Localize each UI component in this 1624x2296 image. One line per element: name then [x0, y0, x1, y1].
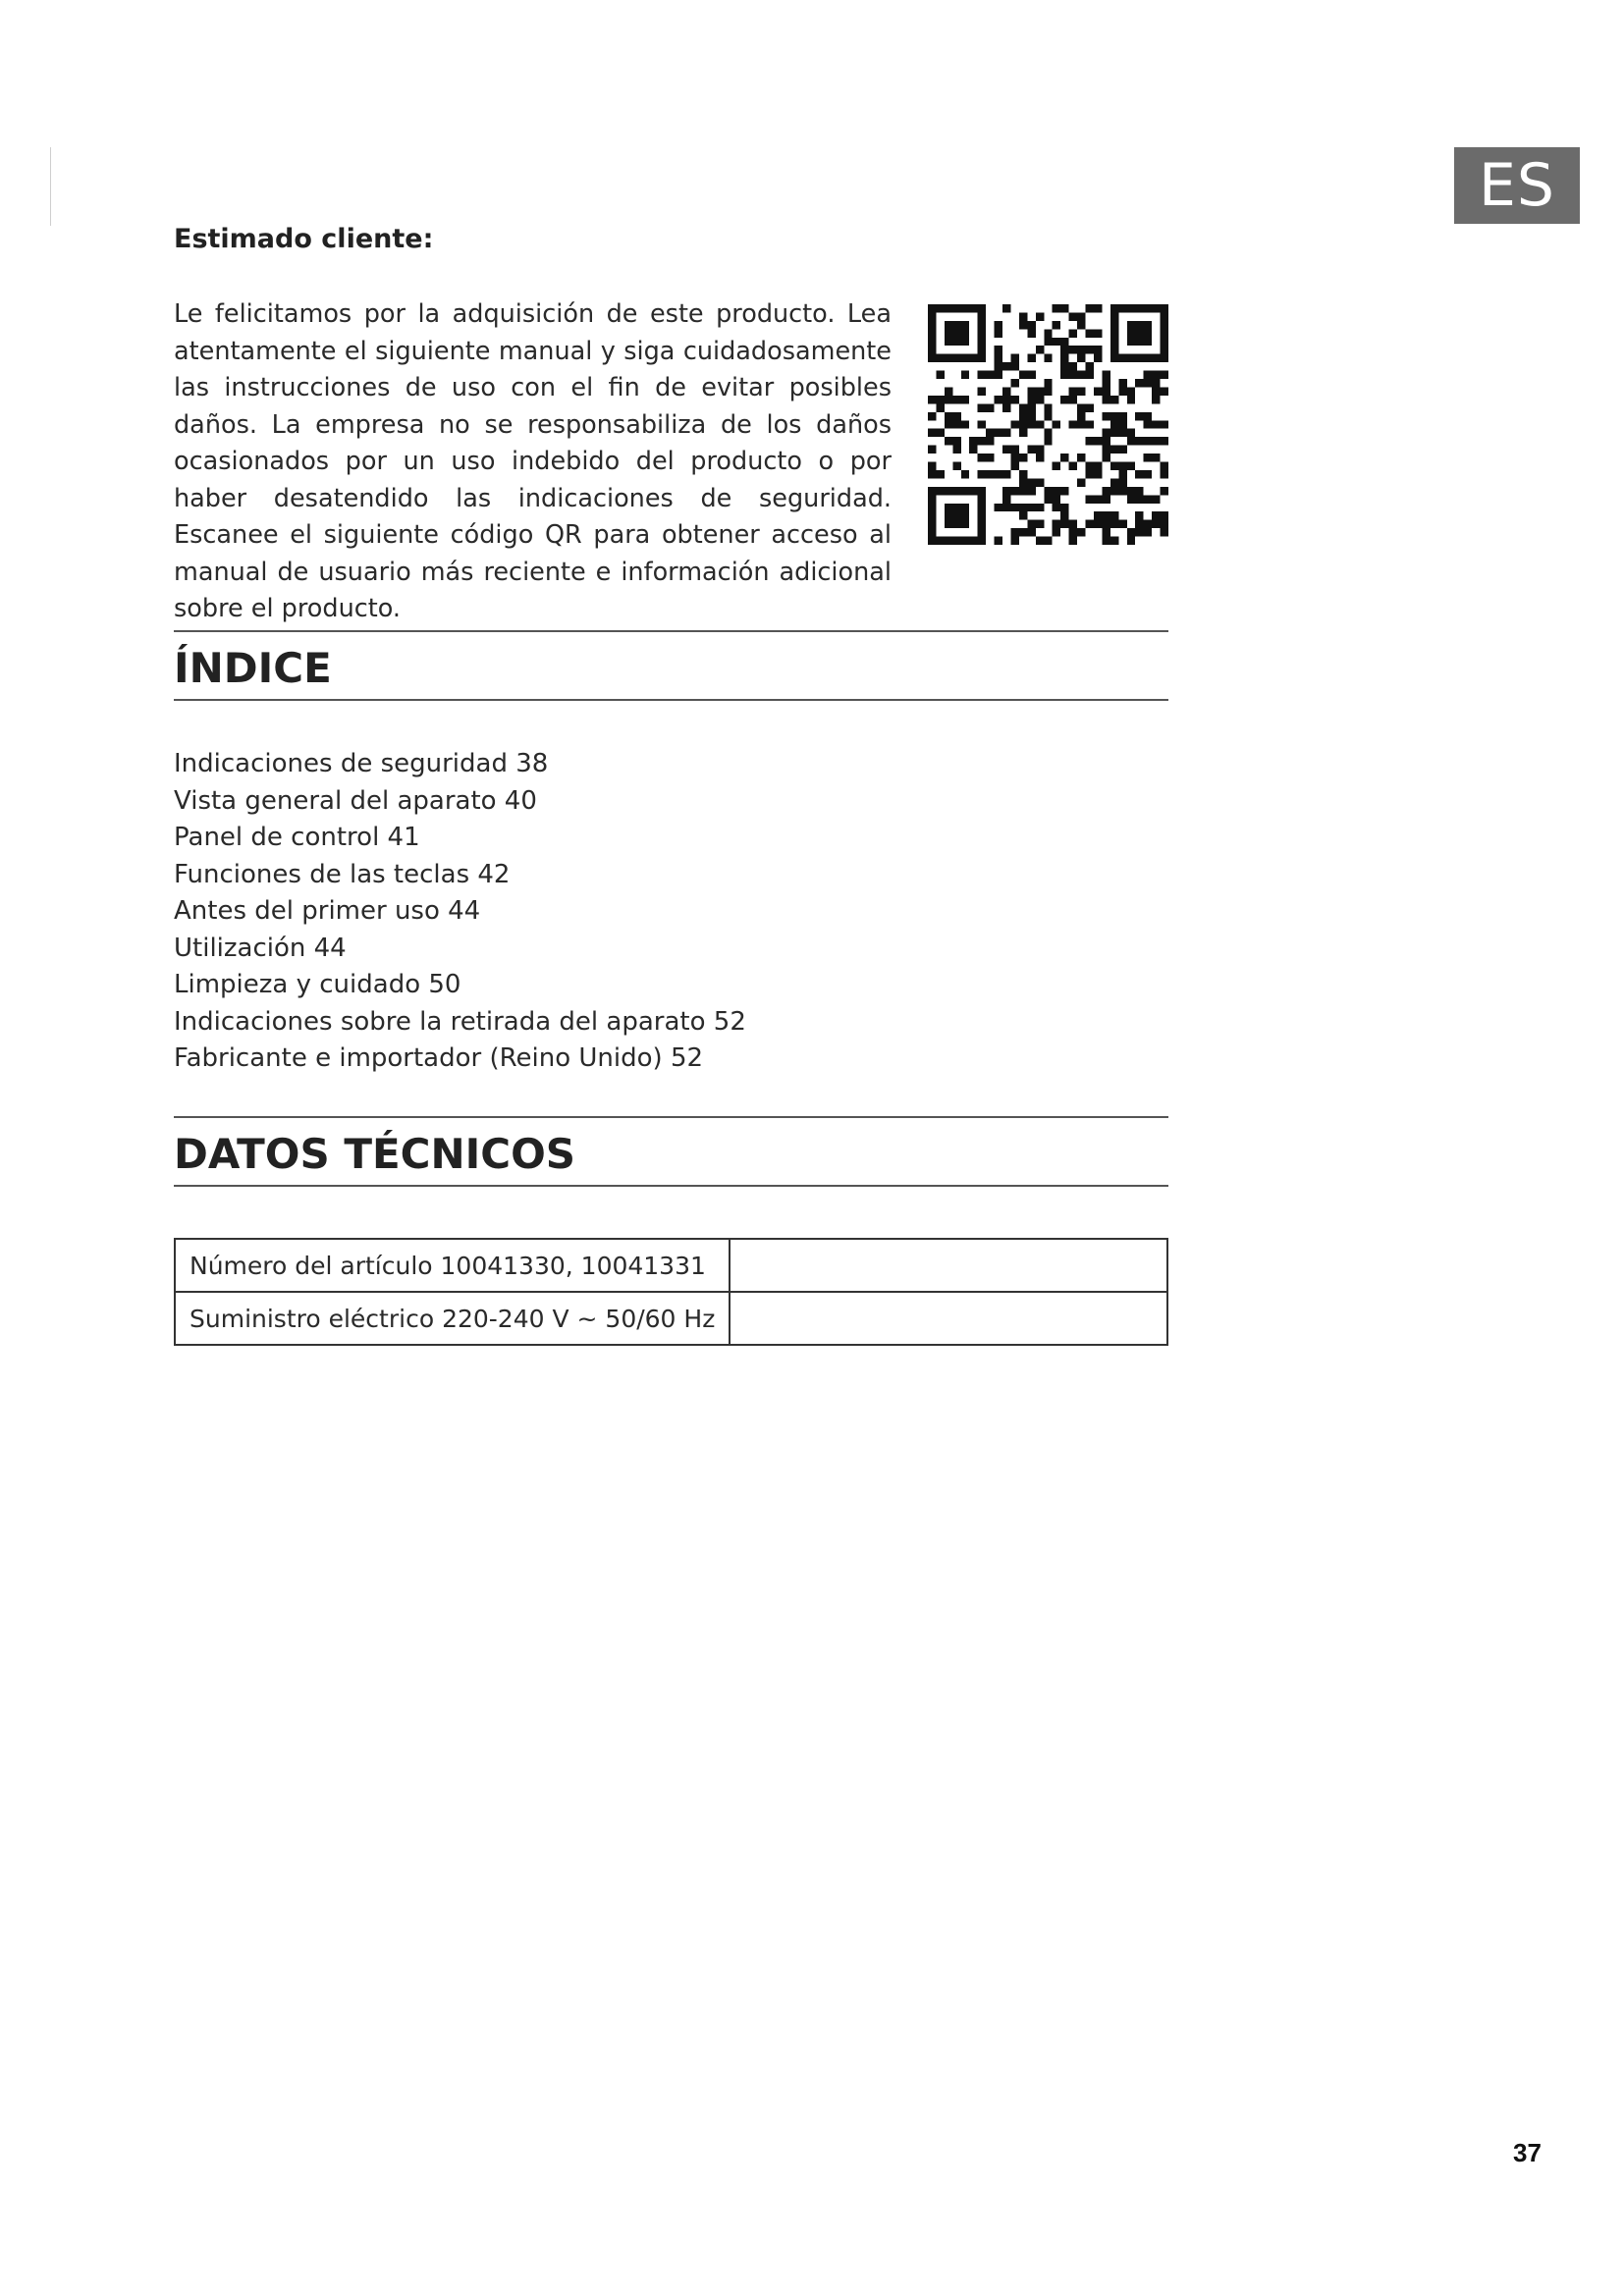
- index-bottom-rule: [174, 699, 1168, 701]
- toc-item: Vista general del aparato 40: [174, 785, 537, 816]
- table-row: [175, 1239, 1167, 1292]
- table-row: [175, 1292, 1167, 1345]
- tech-top-rule: [174, 1116, 1168, 1118]
- toc-item: Fabricante e importador (Reino Unido) 52: [174, 1043, 704, 1073]
- intro-paragraph: Le felicitamos por la adquisición de este producto. Lea atentamente el siguiente manual y siga cuidadosamente las instrucciones de uso con el fin de evitar posibles daños. La empresa no se responsabiliza de los daños ocasionados por un uso indebido del producto o por haber desatendido las indicaciones de seguridad. Escanee el siguiente código QR para obtener acceso al manual de usuario más reciente e información adicional sobre el producto.: [174, 299, 892, 623]
- tech-bottom-rule: [174, 1185, 1168, 1187]
- language-tab: ES: [1454, 147, 1580, 224]
- table-cell: [730, 1239, 1167, 1292]
- toc-item: Funciones de las teclas 42: [174, 859, 511, 889]
- toc-item: Utilización 44: [174, 933, 347, 963]
- tech-title: DATOS TÉCNICOS: [174, 1130, 576, 1178]
- toc-item: Limpieza y cuidado 50: [174, 970, 461, 999]
- index-title: ÍNDICE: [174, 644, 332, 692]
- table-cell: [730, 1292, 1167, 1345]
- index-top-rule: [174, 630, 1168, 632]
- margin-line: [50, 147, 51, 226]
- greeting: Estimado cliente:: [174, 224, 434, 254]
- table-cell: Número del artículo 10041330, 10041331: [175, 1239, 730, 1292]
- table-of-contents: [174, 746, 746, 1078]
- toc-item: Indicaciones sobre la retirada del aparato 52: [174, 1006, 746, 1037]
- page-number: 37: [1513, 2138, 1542, 2167]
- toc-item: Antes del primer uso 44: [174, 896, 481, 926]
- table-cell: Suministro eléctrico 220-240 V ~ 50/60 Hz: [175, 1292, 730, 1345]
- tech-data-table: [174, 1238, 1168, 1346]
- toc-item: Panel de control 41: [174, 823, 420, 852]
- qr-code-icon: [928, 304, 1168, 545]
- toc-item: Indicaciones de seguridad 38: [174, 749, 549, 778]
